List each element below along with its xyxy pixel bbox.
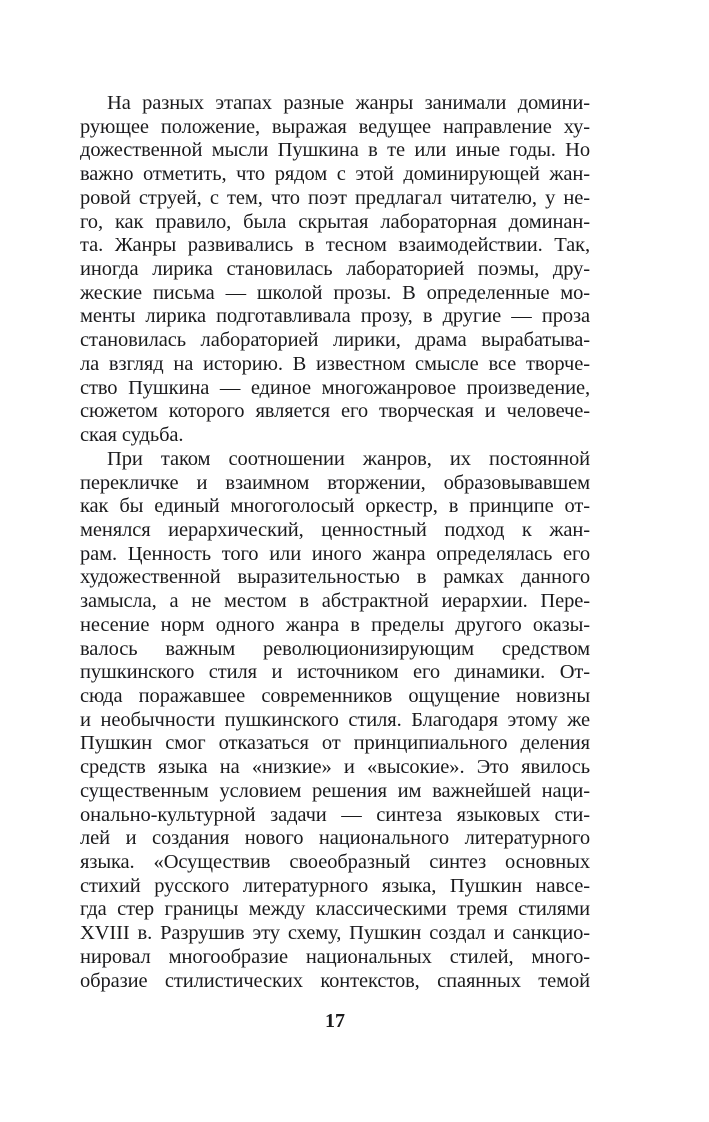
text-line: ровой струей, с тем, что поэт предлагал читателю, у не- <box>80 186 590 209</box>
text-line: При таком соотношении жанров, их постоянной <box>107 447 590 470</box>
text-line: рам. Ценность того или иного жанра определялась его <box>80 542 590 565</box>
text-line: иногда лирика становилась лабораторией поэмы, дру- <box>80 258 590 281</box>
text-line: менялся иерархический, ценностный подход к жан- <box>80 518 590 541</box>
text-line: важно отметить, что рядом с этой доминирующей жан- <box>80 163 590 186</box>
text-line: несение норм одного жанра в пределы другого оказы- <box>80 613 590 636</box>
text-line: образие стилистических контекстов, спаянных темой <box>80 969 590 992</box>
text-line: средств языка на «низкие» и «высокие». Это явилось <box>80 756 590 779</box>
text-line: художественной выразительностью в рамках данного <box>80 566 590 589</box>
text-line: дожественной мысли Пушкина в те или иные годы. Но <box>80 139 590 162</box>
text-line: рующее положение, выражая ведущее направление ху- <box>80 115 590 138</box>
text-block <box>80 92 590 993</box>
text-line: языка. «Осуществив своеобразный синтез основных <box>80 851 590 873</box>
text-line: ла взгляд на историю. В известном смысле все творче- <box>80 352 590 375</box>
text-line: жеские письма — школой прозы. В определенные мо- <box>80 281 590 304</box>
text-line: сюжетом которого является его творческая и человече- <box>80 400 590 423</box>
text-line: замысла, а не местом в абстрактной иерархии. Пере- <box>80 590 590 613</box>
paragraph-2 <box>80 448 590 994</box>
text-line: нировал многообразие национальных стилей, много- <box>80 945 590 968</box>
paragraph-1 <box>80 92 590 448</box>
text-line: как бы единый многоголосый оркестр, в принципе от- <box>80 495 590 518</box>
text-line: стихий русского литературного языка, Пушкин навсе- <box>80 874 590 897</box>
text-line: XVIII в. Разрушив эту схему, Пушкин создал и санкцио- <box>80 922 590 945</box>
text-line: валось важным революционизирующим средством <box>80 637 590 660</box>
text-line: гда стер границы между классическими тремя стилями <box>80 898 590 921</box>
text-line: На разных этапах разные жанры занимали домини- <box>107 92 590 114</box>
text-line: Пушкин смог отказаться от принципиального деления <box>80 732 590 755</box>
text-line: и необычности пушкинского стиля. Благодаря этому же <box>80 708 590 731</box>
text-line: лей и создания нового национального литературного <box>80 827 590 850</box>
text-line: становилась лабораторией лирики, драма вырабатыва- <box>80 329 590 352</box>
text-line: существенным условием решения им важнейшей наци- <box>80 779 590 802</box>
text-line: ская судьба. <box>80 424 184 447</box>
text-line: пушкинского стиля и источником его динамики. От- <box>80 661 590 684</box>
text-line: менты лирика подготавливала прозу, в другие — проза <box>80 305 590 328</box>
page-number: 17 <box>325 1010 345 1032</box>
text-line: сюда поражавшее современников ощущение новизны <box>80 684 590 707</box>
text-line: та. Жанры развивались в тесном взаимодействии. Так, <box>80 234 590 257</box>
text-line: перекличке и взаимном вторжении, образовывавшем <box>80 471 590 494</box>
text-line: ство Пушкина — единое многожанровое произведение, <box>80 376 590 399</box>
text-line: онально-культурной задачи — синтеза языковых сти- <box>80 803 590 826</box>
text-line: го, как правило, была скрытая лабораторная доминан- <box>80 210 590 233</box>
